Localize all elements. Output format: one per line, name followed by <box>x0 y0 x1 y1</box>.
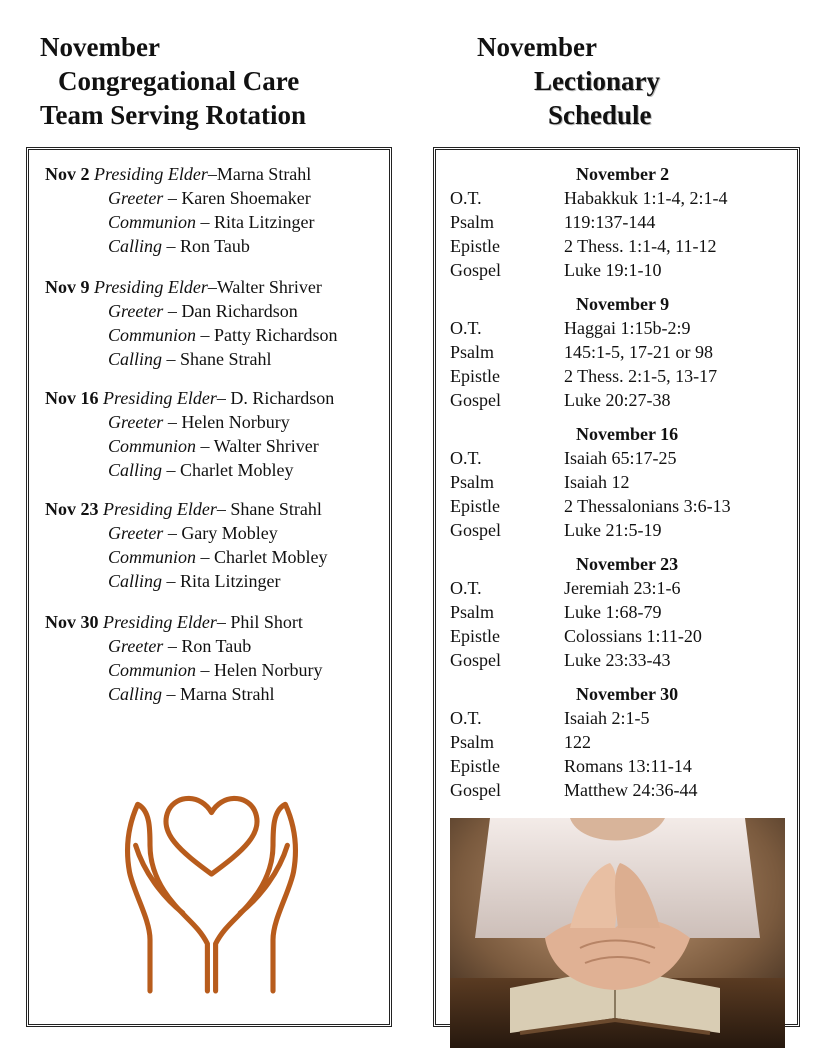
reading-reference: Matthew 24:36-44 <box>564 780 698 800</box>
calling-label: Calling <box>108 460 163 480</box>
reading-label: O.T. <box>450 318 482 338</box>
reading-label: Gospel <box>450 650 501 670</box>
presiding-elder-name: D. Richardson <box>230 388 335 408</box>
care-heading-line-3: Team Serving Rotation <box>40 100 307 130</box>
reading-row <box>436 470 797 494</box>
lectionary-section-title: November 23 <box>576 554 679 574</box>
calling-label: Calling <box>108 349 163 369</box>
presiding-elder-name: Phil Short <box>230 612 303 632</box>
calling-name: – Shane Strahl <box>162 349 272 369</box>
greeter-name: – Dan Richardson <box>163 301 298 321</box>
rotation-entry-nov-9 <box>45 275 338 371</box>
reading-label: O.T. <box>450 708 482 728</box>
lectionary-section-title: November 16 <box>576 424 679 444</box>
reading-row <box>436 186 797 210</box>
reading-row <box>436 340 797 364</box>
rotation-entry-nov-30 <box>45 610 322 706</box>
reading-row <box>436 316 797 340</box>
reading-reference: Luke 1:68-79 <box>564 602 662 622</box>
reading-row <box>436 388 797 412</box>
reading-label: Epistle <box>450 496 500 516</box>
greeter-name: – Ron Taub <box>163 636 252 656</box>
communion-name: – Charlet Mobley <box>196 547 328 567</box>
reading-row <box>436 494 797 518</box>
reading-reference: 2 Thessalonians 3:6-13 <box>564 496 731 516</box>
reading-label: Psalm <box>450 732 495 752</box>
reading-reference: Jeremiah 23:1-6 <box>564 578 681 598</box>
greeter-label: Greeter <box>108 301 164 321</box>
communion-name: – Walter Shriver <box>196 436 319 456</box>
reading-label: O.T. <box>450 578 482 598</box>
reading-row <box>436 364 797 388</box>
reading-row <box>436 754 797 778</box>
reading-reference: 2 Thess. 2:1-5, 13-17 <box>564 366 718 386</box>
reading-reference: Luke 23:33-43 <box>564 650 671 670</box>
communion-label: Communion <box>108 325 197 345</box>
reading-reference: Isaiah 12 <box>564 472 630 492</box>
reading-label: Psalm <box>450 472 495 492</box>
communion-name: – Patty Richardson <box>196 325 338 345</box>
lectionary-section-nov-23 <box>436 552 797 672</box>
reading-label: O.T. <box>450 448 482 468</box>
rotation-entry-nov-16 <box>45 386 334 482</box>
calling-name: – Charlet Mobley <box>162 460 294 480</box>
lectionary-section-nov-16 <box>436 422 797 542</box>
reading-reference: 119:137-144 <box>564 212 656 232</box>
calling-label: Calling <box>108 236 163 256</box>
praying-hands-on-bible-photo <box>450 818 785 1048</box>
reading-reference: Habakkuk 1:1-4, 2:1-4 <box>564 188 728 208</box>
calling-label: Calling <box>108 571 163 591</box>
reading-reference: 2 Thess. 1:1-4, 11-12 <box>564 236 717 256</box>
presiding-separator: – <box>216 612 231 632</box>
communion-label: Communion <box>108 660 197 680</box>
reading-row <box>436 518 797 542</box>
reading-label: O.T. <box>450 188 482 208</box>
calling-label: Calling <box>108 684 163 704</box>
care-rotation-box <box>26 147 392 1027</box>
reading-label: Psalm <box>450 602 495 622</box>
reading-label: Epistle <box>450 236 500 256</box>
presiding-elder-label: Presiding Elder <box>94 277 208 297</box>
lectionary-box <box>433 147 800 1027</box>
greeter-label: Greeter <box>108 412 164 432</box>
lectionary-section-nov-9 <box>436 292 797 412</box>
reading-label: Epistle <box>450 366 500 386</box>
lectionary-heading <box>477 30 660 132</box>
greeter-name: – Karen Shoemaker <box>163 188 311 208</box>
calling-name: – Marna Strahl <box>162 684 275 704</box>
presiding-elder-label: Presiding Elder <box>103 388 217 408</box>
presiding-elder-name: Shane Strahl <box>230 499 322 519</box>
reading-reference: Luke 19:1-10 <box>564 260 662 280</box>
rotation-date: Nov 9 <box>45 277 90 297</box>
reading-row <box>436 234 797 258</box>
reading-label: Gospel <box>450 780 501 800</box>
lectionary-section-title: November 9 <box>576 294 670 314</box>
lectionary-heading-line-1: November <box>477 32 597 62</box>
lectionary-section-nov-30 <box>436 682 797 802</box>
reading-row <box>436 258 797 282</box>
calling-name: – Ron Taub <box>162 236 250 256</box>
presiding-elder-label: Presiding Elder <box>94 164 208 184</box>
presiding-elder-name: Marna Strahl <box>216 164 312 184</box>
greeter-label: Greeter <box>108 188 164 208</box>
lectionary-section-title: November 2 <box>576 164 670 184</box>
reading-label: Psalm <box>450 342 495 362</box>
lectionary-heading-line-2: Lectionary <box>534 66 660 96</box>
reading-reference: Luke 21:5-19 <box>564 520 662 540</box>
communion-name: – Helen Norbury <box>196 660 323 680</box>
care-heading-line-2: Congregational Care <box>58 66 300 96</box>
presiding-elder-label: Presiding Elder <box>103 499 217 519</box>
reading-reference: Colossians 1:11-20 <box>564 626 702 646</box>
calling-name: – Rita Litzinger <box>162 571 281 591</box>
reading-row <box>436 730 797 754</box>
rotation-date: Nov 2 <box>45 164 90 184</box>
rotation-date: Nov 23 <box>45 499 99 519</box>
communion-label: Communion <box>108 547 197 567</box>
presiding-separator: – <box>216 499 231 519</box>
reading-row <box>436 706 797 730</box>
reading-row <box>436 600 797 624</box>
greeter-name: – Helen Norbury <box>163 412 290 432</box>
reading-reference: Isaiah 65:17-25 <box>564 448 677 468</box>
care-rotation-heading <box>40 30 306 132</box>
rotation-date: Nov 16 <box>45 388 99 408</box>
reading-row <box>436 778 797 802</box>
lectionary-section-nov-2 <box>436 162 797 282</box>
reading-reference: Romans 13:11-14 <box>564 756 692 776</box>
reading-label: Epistle <box>450 756 500 776</box>
reading-label: Psalm <box>450 212 495 232</box>
reading-reference: Isaiah 2:1-5 <box>564 708 650 728</box>
greeter-name: – Gary Mobley <box>163 523 278 543</box>
reading-row <box>436 624 797 648</box>
reading-label: Gospel <box>450 260 501 280</box>
lectionary-section-title: November 30 <box>576 684 679 704</box>
care-heading-line-1: November <box>40 32 160 62</box>
hands-holding-heart-icon <box>109 790 314 995</box>
communion-name: – Rita Litzinger <box>196 212 315 232</box>
reading-row <box>436 210 797 234</box>
presiding-separator: – <box>207 277 217 297</box>
reading-row <box>436 576 797 600</box>
reading-label: Gospel <box>450 520 501 540</box>
presiding-elder-label: Presiding Elder <box>103 612 217 632</box>
reading-reference: 145:1-5, 17-21 or 98 <box>564 342 713 362</box>
presiding-separator: – <box>216 388 231 408</box>
communion-label: Communion <box>108 212 197 232</box>
rotation-entry-nov-2 <box>45 162 314 258</box>
reading-reference: 122 <box>564 732 591 752</box>
presiding-elder-name: Walter Shriver <box>216 277 322 297</box>
presiding-separator: – <box>207 164 217 184</box>
reading-reference: Haggai 1:15b-2:9 <box>564 318 691 338</box>
reading-row <box>436 648 797 672</box>
rotation-entry-nov-23 <box>45 497 328 593</box>
communion-label: Communion <box>108 436 197 456</box>
greeter-label: Greeter <box>108 636 164 656</box>
reading-row <box>436 446 797 470</box>
lectionary-heading-line-3: Schedule <box>548 100 652 130</box>
rotation-date: Nov 30 <box>45 612 99 632</box>
reading-reference: Luke 20:27-38 <box>564 390 671 410</box>
reading-label: Epistle <box>450 626 500 646</box>
greeter-label: Greeter <box>108 523 164 543</box>
reading-label: Gospel <box>450 390 501 410</box>
